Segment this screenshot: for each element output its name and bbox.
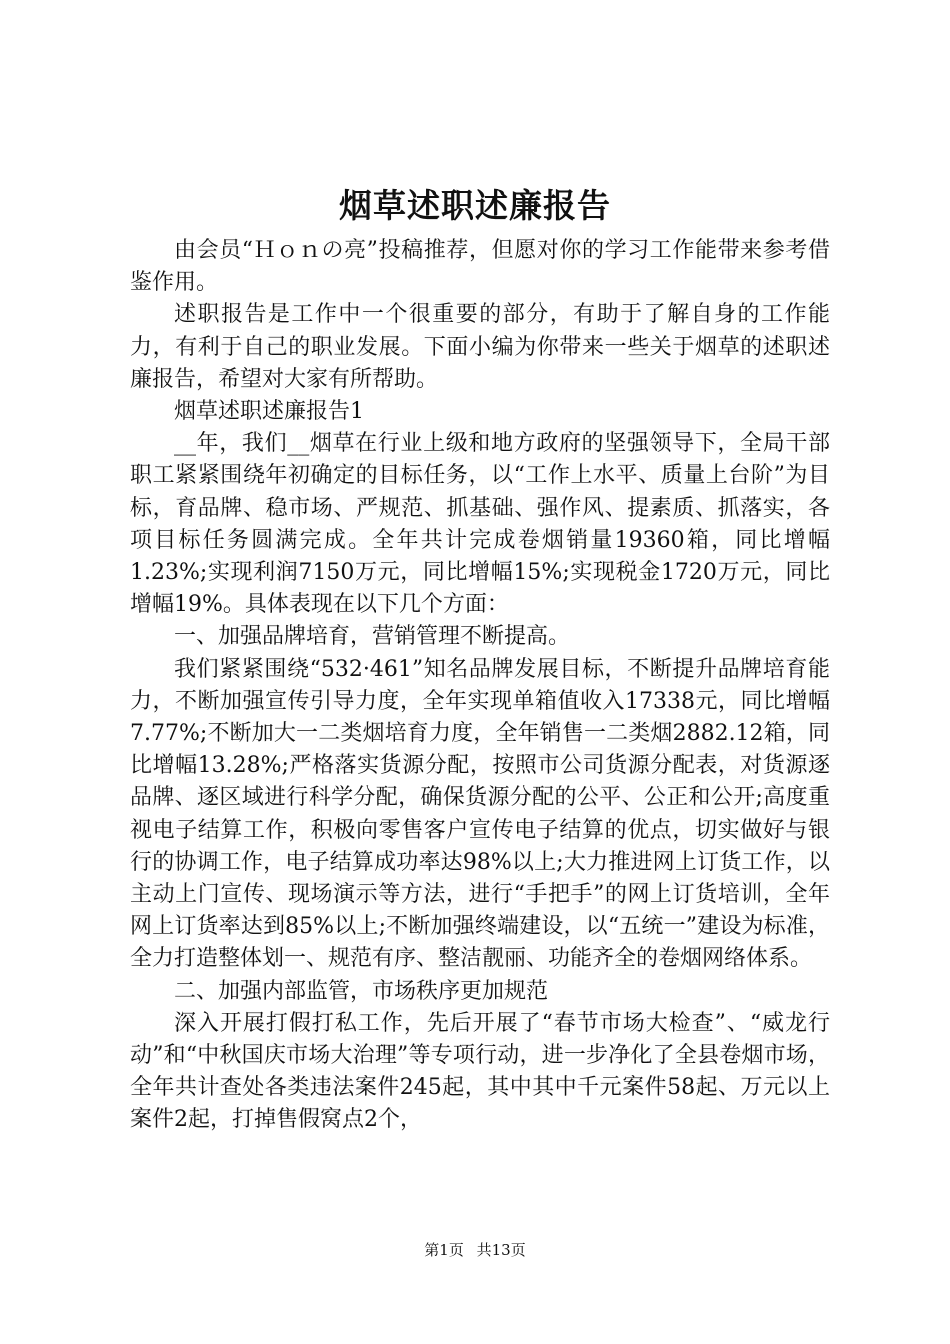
section-heading-brand: 一、加强品牌培育，营销管理不断提高。 bbox=[174, 624, 571, 650]
section-heading-report-1: 烟草述职述廉报告1 bbox=[174, 399, 364, 425]
document-title: 烟草述职述廉报告 bbox=[339, 186, 611, 225]
paragraph-brand-details: 我们紧紧围绕“532·461”知名品牌发展目标，不断提升品牌培育能力，不断加强宣传引导力度，全年实现单箱值收入17338元，同比增幅7.77%;不断加大一二类烟培育力度，全年销售一二类烟2882.12箱，同比增幅13.28%;严格落实货源分配，按照市公司货源分配表，对货源逐品牌、逐区域进行科学分配，确保货源分配的公平、公正和公开;高度重视电子结算工作，积极向零售客户宣传电子结算的优点，切实做好与银行的协调工作，电子结算成功率达98%以上;大力推进网上订货工作，以主动上门宣传、现场演示等方法，进行“手把手”的网上订货培训，全年网上订货率达到85%以上;不断加强终端建设，以“五统一”建设为标准，全力打造整体划一、规范有序、整洁靓丽、功能齐全的卷烟网络体系。 bbox=[130, 656, 830, 972]
paragraph-intro: 述职报告是工作中一个很重要的部分，有助于了解自身的工作能力，有利于自己的职业发展。下面小编为你带来一些关于烟草的述职述廉报告，希望对大家有所帮助。 bbox=[130, 302, 830, 392]
section-heading-supervision: 二、加强内部监管，市场秩序更加规范 bbox=[174, 978, 549, 1004]
page-total: 共13页 bbox=[476, 1241, 526, 1259]
page-number: 第1页 bbox=[424, 1241, 464, 1259]
document-body bbox=[130, 235, 830, 1137]
paragraph-anti-counterfeit: 深入开展打假打私工作，先后开展了“春节市场大检查”、“威龙行动”和“中秋国庆市场大治理”等专项行动，进一步净化了全县卷烟市场，全年共计查处各类违法案件245起，其中其中千元案件58起、万元以上案件2起，打掉售假窝点2个， bbox=[130, 1010, 830, 1133]
paragraph-contributor-note: 由会员“Ｈｏｎの亮”投稿推荐，但愿对你的学习工作能带来参考借鉴作用。 bbox=[130, 238, 830, 296]
page-footer bbox=[0, 1240, 950, 1260]
paragraph-annual-summary: __年，我们__烟草在行业上级和地方政府的坚强领导下，全局干部职工紧紧围绕年初确定的目标任务，以“工作上水平、质量上台阶”为目标，育品牌、稳市场、严规范、抓基础、强作风、提素质、抓落实，各项目标任务圆满完成。全年共计完成卷烟销量19360箱，同比增幅1.23%;实现利润7150万元，同比增幅15%;实现税金1720万元，同比增幅19%。具体表现在以下几个方面： bbox=[130, 431, 830, 618]
